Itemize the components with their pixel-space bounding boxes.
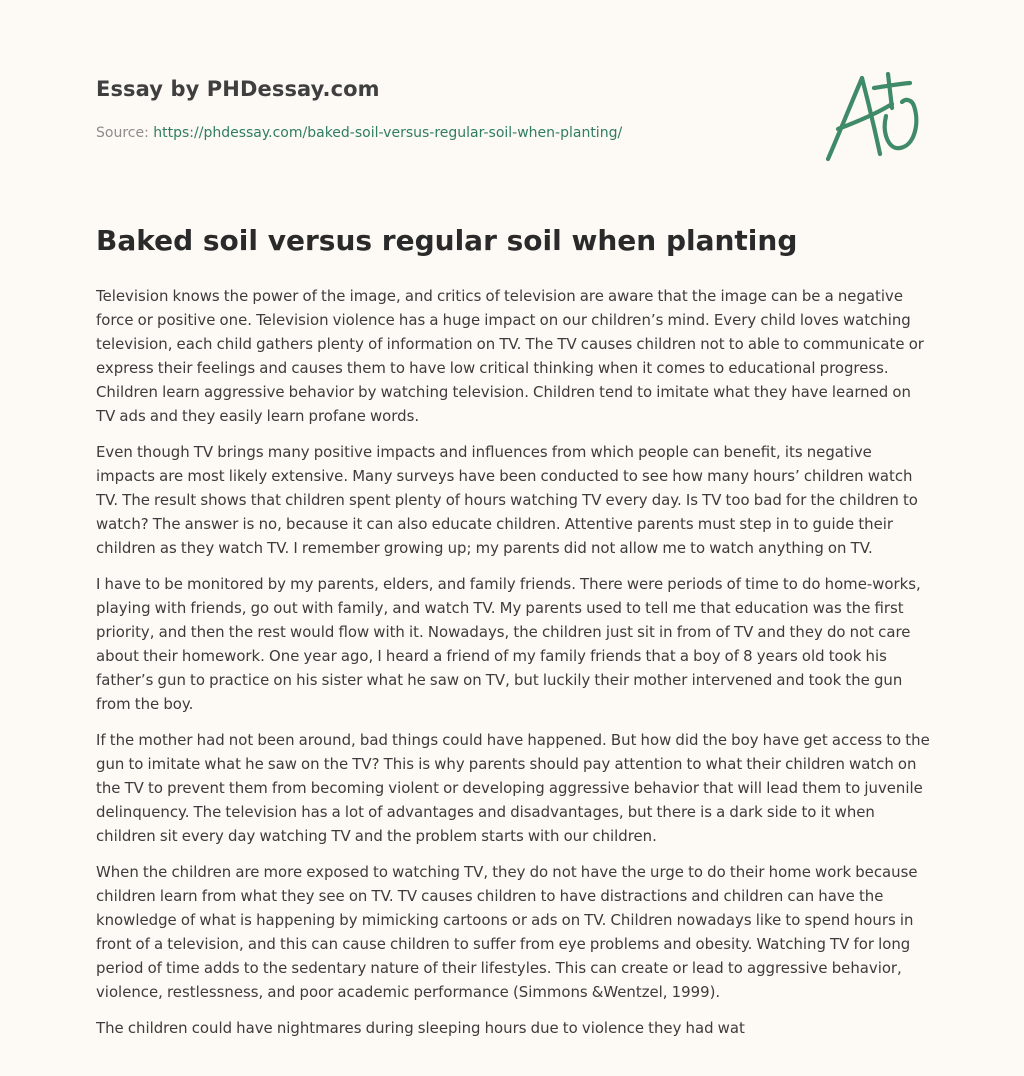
essay-paragraph: If the mother had not been around, bad things could have happened. But how did the boy have get access to the gun to imitate what he saw on the TV? This is why parents should pay attention to what their children watch on the TV to prevent them from becoming violent or developing aggressive behavior that will lead them to juvenile delinquency. The television has a lot of advantages and disadvantages, but there is a dark side to it when children sit every day watching TV and the problem starts with our children. [96, 731, 930, 845]
essay-paragraph: When the children are more exposed to watching TV, they do not have the urge to do their home work because children learn from what they see on TV. TV causes children to have distractions and children can have the knowledge of what is happening by mimicking cartoons or ads on TV. Children nowadays like to spend hours in front of a television, and this can cause children to suffer from eye problems and obesity. Watching TV for long period of time adds to the sedentary nature of their lifestyles. This can create or lead to aggressive behavior, violence, restlessness, and poor academic performance (Simmons &Wentzel, 1999). [96, 863, 918, 1001]
essay-paragraph: Television knows the power of the image, and critics of television are aware that the image can be a negative force or positive one. Television violence has a huge impact on our children’s mind. Every child loves watching television, each child gathers plenty of information on TV. The TV causes children not to able to communicate or express their feelings and causes them to have low critical thinking when it comes to educational progress. Children learn aggressive behavior by watching television. Children tend to imitate what they have learned on TV ads and they easily learn profane words. [96, 287, 924, 425]
source-label: Source: [96, 125, 154, 141]
site-brand: Essay by PHDessay.com [96, 77, 380, 101]
essay-title: Baked soil versus regular soil when planting [96, 224, 798, 257]
essay-paragraph: Even though TV brings many positive impacts and influences from which people can benefit, its negative impacts are most likely extensive. Many surveys have been conducted to see how many hours’ children watch TV. The result shows that children spent plenty of hours watching TV every day. Is TV too bad for the children to watch? The answer is no, because it can also educate children. Attentive parents must step in to guide their children as they watch TV. I remember growing up; my parents did not allow me to watch anything on TV. [96, 443, 918, 557]
a-plus-logo-icon [824, 66, 928, 166]
source-line [96, 125, 622, 141]
essay-paragraph: I have to be monitored by my parents, elders, and family friends. There were periods of time to do home-works, playing with friends, go out with family, and watch TV. My parents used to tell me that education was the first priority, and then the rest would flow with it. Nowadays, the children just sit in from of TV and they do not care about their homework. One year ago, I heard a friend of my family friends that a boy of 8 years old took his father’s gun to practice on his sister what he saw on TV, but luckily their mother intervened and took the gun from the boy. [96, 575, 921, 713]
essay-paragraph: The children could have nightmares during sleeping hours due to violence they had wat [96, 1019, 745, 1037]
essay-body [96, 284, 932, 1052]
source-link[interactable]: https://phdessay.com/baked-soil-versus-regular-soil-when-planting/ [153, 125, 623, 141]
